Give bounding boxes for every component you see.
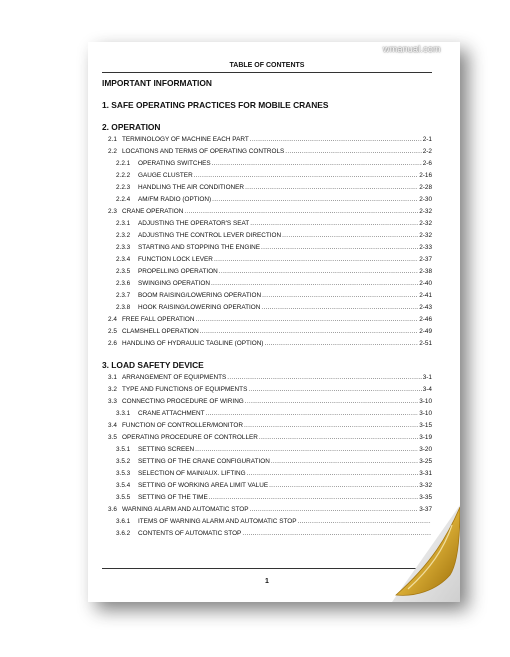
toc-entry[interactable]: 2.3.6 SWINGING OPERATION ..... 2-40: [116, 280, 432, 290]
toc-entry[interactable]: 2.3.2 ADJUSTING THE CONTROL LEVER DIRECTION ..... 2-32: [116, 232, 432, 242]
toc-entry[interactable]: 2.2.4 AM/FM RADIO (OPTION) ..... 2-30: [116, 196, 432, 206]
page-number: 1: [265, 578, 269, 585]
toc-entry[interactable]: 3.3 CONNECTING PROCEDURE OF WIRING ..... 3-10: [108, 398, 432, 408]
toc-entry[interactable]: 2.3.4 FUNCTION LOCK LEVER ..... 2-37: [116, 256, 432, 266]
toc-entry[interactable]: 2.3.1 ADJUSTING THE OPERATOR'S SEAT ..... 2-32: [116, 220, 432, 230]
toc-entry[interactable]: 3.1 ARRANGEMENT OF EQUIPMENTS ..... 3-1: [108, 374, 432, 384]
heading-section-3: 3. LOAD SAFETY DEVICE: [102, 360, 204, 370]
toc-entry[interactable]: 2.2.1 OPERATING SWITCHES ..... 2-6: [116, 160, 432, 170]
toc-entry[interactable]: 2.3.7 BOOM RAISING/LOWERING OPERATION ..... 2-41: [116, 292, 432, 302]
toc-entry[interactable]: 3.6 WARNING ALARM AND AUTOMATIC STOP ..... 3-37: [108, 506, 432, 516]
toc-entry[interactable]: 2.3 CRANE OPERATION ..... 2-32: [108, 208, 432, 218]
heading-important-information: IMPORTANT INFORMATION: [102, 78, 212, 88]
toc-entry[interactable]: 2.3.3 STARTING AND STOPPING THE ENGINE ..... 2-33: [116, 244, 432, 254]
footer-rule: [102, 568, 432, 569]
toc-entry[interactable]: 3.6.2 CONTENTS OF AUTOMATIC STOP .....: [116, 530, 432, 540]
toc-entry[interactable]: 2.2.3 HANDLING THE AIR CONDITIONER ..... 2-28: [116, 184, 432, 194]
watermark-text: wmanual.com: [383, 44, 441, 54]
toc-entry[interactable]: 3.3.1 CRANE ATTACHMENT ..... 3-10: [116, 410, 432, 420]
toc-entry[interactable]: 3.2 TYPE AND FUNCTIONS OF EQUIPMENTS ..... 3-4: [108, 386, 432, 396]
toc-entry[interactable]: 3.5.3 SELECTION OF MAIN/AUX. LIFTING ..... 3-31: [116, 470, 432, 480]
heading-section-2: 2. OPERATION: [102, 122, 161, 132]
toc-entry[interactable]: 2.2.2 GAUGE CLUSTER ..... 2-16: [116, 172, 432, 182]
toc-title: TABLE OF CONTENTS: [229, 62, 305, 69]
toc-entry[interactable]: 2.6 HANDLING OF HYDRAULIC TAGLINE (OPTION) ..... 2-51: [108, 340, 432, 350]
title-rule: [102, 72, 432, 73]
toc-entry[interactable]: 2.1 TERMINOLOGY OF MACHINE EACH PART ..... 2-1: [108, 136, 432, 146]
page-curl-icon: [392, 505, 460, 602]
toc-entry[interactable]: 2.4 FREE FALL OPERATION ..... 2-46: [108, 316, 432, 326]
toc-entry[interactable]: 2.2 LOCATIONS AND TERMS OF OPERATING CONTROLS ..... 2-2: [108, 148, 432, 158]
toc-entry[interactable]: 3.5.1 SETTING SCREEN ..... 3-20: [116, 446, 432, 456]
toc-entry[interactable]: 3.4 FUNCTION OF CONTROLLER/MONITOR ..... 3-15: [108, 422, 432, 432]
toc-entry[interactable]: 3.5.5 SETTING OF THE TIME ..... 3-35: [116, 494, 432, 504]
toc-entry[interactable]: 2.3.5 PROPELLING OPERATION ..... 2-38: [116, 268, 432, 278]
heading-section-1: 1. SAFE OPERATING PRACTICES FOR MOBILE CRANES: [102, 100, 329, 110]
toc-entry[interactable]: 2.3.8 HOOK RAISING/LOWERING OPERATION ..... 2-43: [116, 304, 432, 314]
toc-entry[interactable]: 3.5.4 SETTING OF WORKING AREA LIMIT VALUE ..... 3-32: [116, 482, 432, 492]
toc-entry[interactable]: 3.5 OPERATING PROCEDURE OF CONTROLLER ..... 3-19: [108, 434, 432, 444]
toc-entry[interactable]: 3.6.1 ITEMS OF WARNING ALARM AND AUTOMATIC STOP .....: [116, 518, 432, 528]
toc-entry[interactable]: 3.5.2 SETTING OF THE CRANE CONFIGURATION ..... 3-25: [116, 458, 432, 468]
toc-entry[interactable]: 2.5 CLAMSHELL OPERATION ..... 2-49: [108, 328, 432, 338]
